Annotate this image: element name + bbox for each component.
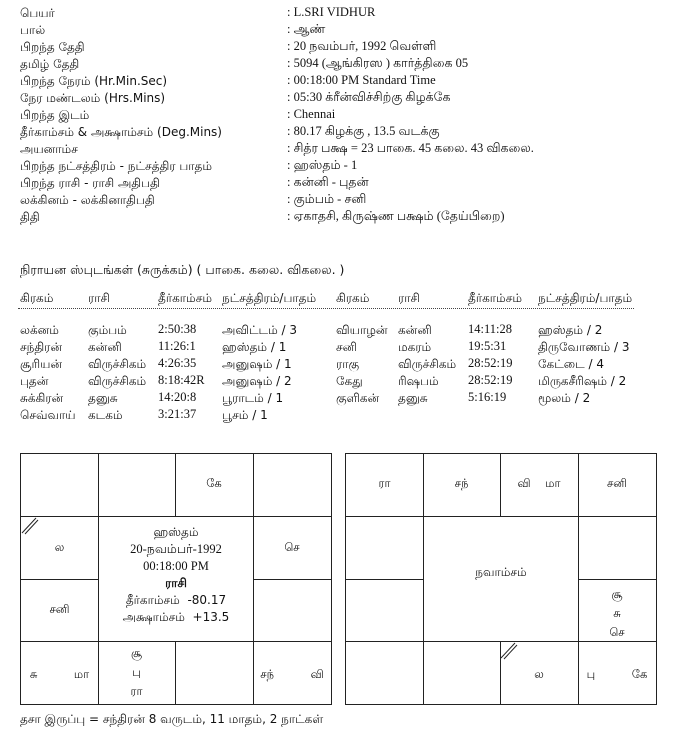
table-cell: அனுஷம் / 2 [222, 374, 292, 388]
detail-label: திதி [20, 210, 40, 224]
table-cell: லக்னம் [20, 323, 59, 337]
table-cell: ரிஷபம் [398, 374, 439, 388]
col-header: நட்சத்திரம்/பாதம் [538, 291, 633, 305]
table-cell: கேது [336, 374, 363, 388]
navamsa-cell-text: சனி [606, 476, 628, 490]
table-cell: கேட்டை / 4 [538, 357, 604, 371]
table-cell: சுக்கிரன் [20, 391, 64, 405]
detail-value: : சித்ர பக்ஷ = 23 பாகை. 45 கலை. 43 விகலை. [287, 141, 534, 155]
table-cell: செவ்வாய் [20, 408, 76, 422]
table-cell: அவிட்டம் / 3 [222, 323, 298, 337]
table-cell: வியாழன் [336, 323, 388, 337]
detail-value: : L.SRI VIDHUR [287, 5, 376, 19]
detail-label: பிறந்த இடம் [20, 108, 90, 122]
detail-label: தமிழ் தேதி [20, 57, 80, 71]
rasi-cell-text: சனி [49, 602, 70, 616]
rasi-cell-text: சு மா [29, 667, 90, 681]
grid-line [21, 641, 331, 642]
detail-value: : கன்னி - புதன் [287, 175, 369, 189]
header-divider [18, 308, 634, 309]
table-cell: அனுஷம் / 1 [222, 357, 292, 371]
table-cell: ஹஸ்தம் / 1 [222, 340, 287, 354]
grid-line [346, 579, 423, 580]
table-cell: கடகம் [88, 408, 123, 422]
table-cell: புதன் [20, 374, 49, 388]
col-header: நட்சத்திரம்/பாதம் [222, 291, 317, 305]
detail-label: அயனாம்ச [20, 142, 78, 156]
navamsa-center-label: நவாம்சம் [475, 565, 527, 579]
detail-value: : ஹஸ்தம் - 1 [287, 158, 358, 172]
table-cell: 3:21:37 [158, 407, 197, 421]
detail-value: : Chennai [287, 107, 336, 121]
lagna-marker-icon [21, 516, 41, 536]
detail-value: : ஆண் [287, 22, 326, 36]
center-line: அக்ஷாம்சம் +13.5 [122, 610, 230, 624]
table-cell: கன்னி [398, 323, 432, 337]
detail-label: நேர மண்டலம் (Hrs.Mins) [20, 91, 166, 105]
table-cell: 8:18:42R [158, 373, 205, 387]
detail-label: பிறந்த நட்சத்திரம் - நட்சத்திர பாதம் [20, 159, 213, 173]
rasi-chart [20, 453, 332, 705]
lagna-marker-icon [500, 641, 520, 661]
navamsa-cell-text: சந் [454, 476, 469, 490]
table-cell: மகரம் [398, 340, 432, 354]
nirayana-title: நிராயன ஸ்புடங்கள் (சுருக்கம்) ( பாகை. கலை. விகலை. ) [20, 262, 345, 277]
center-line: ராசி [165, 576, 187, 590]
center-line: தீர்காம்சம் -80.17 [125, 593, 227, 607]
center-line: 00:18:00 PM [143, 559, 209, 573]
col-header: தீர்காம்சம் [468, 291, 522, 305]
center-line: ஹஸ்தம் [153, 525, 199, 539]
table-cell: ராகு [336, 357, 360, 371]
center-line: 20-நவம்பர்-1992 [130, 542, 222, 556]
table-cell: 28:52:19 [468, 373, 513, 387]
rasi-cell-text: பு [132, 665, 141, 679]
table-cell: கும்பம் [88, 323, 127, 337]
grid-line [253, 579, 331, 580]
table-cell: சூரியன் [20, 357, 63, 371]
rasi-cell-text: ரா [130, 684, 143, 698]
detail-label: பிறந்த ராசி - ராசி அதிபதி [20, 176, 160, 190]
table-cell: தனுசு [88, 391, 118, 405]
table-cell: சந்திரன் [20, 340, 63, 354]
grid-line [346, 516, 656, 517]
table-cell: 19:5:31 [468, 339, 507, 353]
grid-line [175, 641, 176, 704]
table-cell: 28:52:19 [468, 356, 513, 370]
rasi-cell-text: செ [284, 540, 300, 554]
navamsa-cell-stack [578, 585, 656, 642]
table-cell: 14:20:8 [158, 390, 197, 404]
table-cell: 4:26:35 [158, 356, 197, 370]
col-header: ராசி [398, 291, 420, 305]
rasi-cell-stack [98, 644, 175, 701]
navamsa-cell-text: வி மா [517, 476, 561, 490]
rasi-cell-text: ல [54, 540, 65, 554]
rasi-cell-text: சூ [130, 646, 142, 660]
detail-label: தீர்காம்சம் & அக்ஷாம்சம் (Deg.Mins) [20, 125, 222, 139]
table-cell: 11:26:1 [158, 339, 196, 353]
detail-label: பெயர் [20, 6, 55, 20]
rasi-cell-text: சந் வி [260, 667, 324, 681]
navamsa-cell-text: செ [609, 625, 625, 639]
grid-line [21, 516, 331, 517]
table-cell: பூராடம் / 1 [222, 391, 284, 405]
table-cell: கன்னி [88, 340, 122, 354]
detail-label: பிறந்த நேரம் (Hr.Min.Sec) [20, 74, 168, 88]
detail-value: : 80.17 கிழக்கு , 13.5 வடக்கு [287, 124, 440, 138]
table-cell: 5:16:19 [468, 390, 507, 404]
navamsa-cell-text: ரா [378, 476, 391, 490]
detail-value: : கும்பம் - சனி [287, 192, 367, 206]
rasi-center-info [99, 524, 253, 626]
table-cell: திருவோணம் / 3 [538, 340, 630, 354]
table-cell: விருச்சிகம் [398, 357, 457, 371]
table-cell: விருச்சிகம் [88, 357, 147, 371]
table-cell: 2:50:38 [158, 322, 197, 336]
table-cell: குளிகன் [336, 391, 380, 405]
navamsa-cell-text: பு கே [586, 667, 648, 681]
dasa-info: தசா இருப்பு = சந்திரன் 8 வருடம், 11 மாதம், 2 நாட்கள் [20, 712, 324, 726]
rasi-cell-text: கே [206, 476, 222, 490]
table-cell: 14:11:28 [468, 322, 512, 336]
col-header: தீர்காம்சம் [158, 291, 212, 305]
grid-line [578, 579, 656, 580]
detail-value: : 00:18:00 PM Standard Time [287, 73, 436, 87]
table-cell: விருச்சிகம் [88, 374, 147, 388]
table-cell: சனி [336, 340, 357, 354]
navamsa-cell-text: சூ [611, 587, 623, 601]
table-cell: மூலம் / 2 [538, 391, 591, 405]
grid-line [21, 579, 98, 580]
table-cell: பூசம் / 1 [222, 408, 268, 422]
table-cell: ஹஸ்தம் / 2 [538, 323, 603, 337]
detail-value: : ஏகாதசி, கிருஷ்ண பக்ஷம் (தேய்பிறை) [287, 209, 505, 223]
navamsa-chart [345, 453, 657, 705]
detail-label: பிறந்த தேதி [20, 40, 85, 54]
detail-value: : 20 நவம்பர், 1992 வெள்ளி [287, 39, 437, 53]
table-cell: மிருகசீரிஷம் / 2 [538, 374, 627, 388]
table-cell: தனுசு [398, 391, 428, 405]
col-header: கிரகம் [20, 291, 54, 305]
navamsa-cell-text: ல [534, 667, 544, 681]
detail-label: பால் [20, 23, 46, 37]
detail-value: : 5094 (ஆங்கிரஸ ) கார்த்திகை 05 [287, 56, 469, 70]
detail-label: லக்கினம் - லக்கினாதிபதி [20, 193, 155, 207]
col-header: ராசி [88, 291, 110, 305]
col-header: கிரகம் [336, 291, 370, 305]
detail-value: : 05:30 க்ரீன்விச்சிற்கு கிழக்கே [287, 90, 451, 104]
navamsa-cell-text: சு [613, 606, 621, 620]
